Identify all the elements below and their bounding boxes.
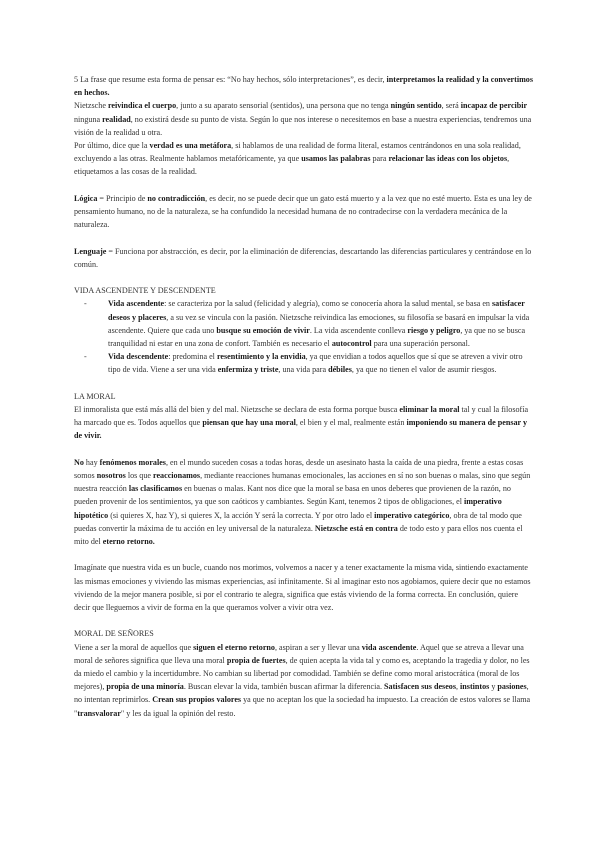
- text-run: . Aquel que se atreva a llevar una moral de señores significa que lleva una moral: [74, 642, 524, 665]
- bold-text: Lógica: [74, 193, 98, 203]
- text-run: , una vida para: [278, 365, 329, 375]
- bold-text: usamos las palabras: [301, 154, 371, 164]
- text-run: , en el mundo suceden cosas a todas horas, desde un asesinato hasta la caída de una piedra, frente a estas cosas somos: [74, 457, 524, 481]
- bold-text: instintos: [460, 682, 490, 692]
- vida-list: [74, 297, 536, 376]
- text-run: en buenas o malas. Kant nos dice que la moral se basa en unos deberes que provienen de la razón, no pueden provenir de los sentimientos, ya que son caóticos y cambiantes. Según Kant, tenemos 2 tipos de obligaciones, el: [74, 484, 511, 507]
- text-run: , mediante reacciones humanas emocionales, las acciones en sí no son buenas o malas, sino que según nuestra reacción: [74, 471, 531, 494]
- bold-text: propia de fuertes: [226, 655, 286, 665]
- text-run: : se caracteriza por la salud (felicidad y alegría), como se conocería ahora la salud mental, se basa en: [164, 299, 493, 309]
- bold-text: imperativo hipotético: [74, 497, 502, 520]
- text-run: para: [370, 154, 389, 164]
- bold-text: nosotros: [96, 471, 126, 481]
- bold-text: Lenguaje: [74, 246, 107, 256]
- bold-text: realidad: [102, 114, 131, 124]
- text-run: , ya que envidian a todos aquellos que sí que se atreven a vivir otro tipo de vida. Viene a ser una vida: [108, 352, 523, 375]
- bold-text: autocontrol: [331, 339, 372, 349]
- text-run: hay: [83, 457, 100, 467]
- bold-text: no contradicción: [147, 193, 206, 203]
- text-run: y: [489, 682, 498, 692]
- document-page: [74, 73, 536, 720]
- bold-text: verdad es una metáfora: [149, 141, 232, 151]
- section-heading-moral: LA MORAL: [74, 391, 116, 401]
- text-run: , el bien y el mal, realmente están: [295, 418, 407, 428]
- bold-text: resentimiento y la envidia: [216, 352, 306, 362]
- bold-text: pasiones: [497, 682, 527, 692]
- text-run: , no existirá desde su punto de vista. Según lo que nos interese o necesitemos en base a nuestra experiencias, tendremos una visión de la realidad u otra.: [74, 114, 532, 137]
- text-run: , ya que no tienen el valor de asumir riesgos.: [351, 365, 497, 375]
- text-run: ninguna: [74, 114, 103, 124]
- paragraph-body: [74, 99, 536, 139]
- bold-text: ningún sentido: [390, 101, 442, 111]
- text-run: , no intentan reprimirlos.: [74, 682, 529, 705]
- text-run: Imagínate que nuestra vida es un bucle, cuando nos morimos, volvemos a nacer y a tener exactamente la misma vida, sintiendo exactamente las mismas emociones y viviendo las mismas experiencias, así infinitamente. Si al imaginar esto nos agobiamos, quiere decir que no estamos viviendo de la mejor manera posible, si por el contrario te alegra, significa que estás viviendo de la forma correcta. En conclusión, quiere decir que lleguemos a vivir de forma en la que queramos volver a vivir otra vez.: [74, 563, 531, 613]
- bold-text: transvalorar: [77, 708, 121, 718]
- text-run: , de quien acepta la vida tal y como es, aceptando la tragedia y dolor, no les da miedo el cambio y la incertidumbre. No cambian su libertad por comodidad. También se define como moral aristocrática (moral de los mejores),: [74, 655, 530, 692]
- list-item-vida-ascendente: [108, 297, 536, 350]
- text-run: 5 La frase que resume esta forma de pensar es: “No hay hechos, sólo interpretaciones”, es decir,: [74, 75, 387, 84]
- text-run: Por último, dice que la: [74, 141, 150, 151]
- bold-text: Crean sus propios valores: [152, 695, 242, 705]
- text-run: , será: [441, 101, 461, 111]
- text-run: . La vida ascendente conlleva: [309, 325, 408, 335]
- bold-text: imperativo categórico: [374, 510, 450, 520]
- bold-text: débiles: [328, 365, 352, 375]
- bold-text: incapaz de percibir: [460, 101, 528, 111]
- text-run: Nietzsche: [74, 101, 108, 111]
- text-run: = Funciona por abstracción, es decir, por la eliminación de diferencias, descartando las diferencias particulares y centrándose en lo común.: [74, 246, 532, 269]
- bold-text: interpretamos la realidad y la convertimos en hechos.: [74, 75, 534, 98]
- bold-text: piensan que hay una moral: [202, 418, 296, 428]
- section-heading-vida: VIDA ASCENDENTE Y DESCENDENTE: [74, 286, 216, 296]
- bold-text: las clasificamos: [128, 484, 183, 494]
- list-item-vida-descendente: [108, 350, 536, 376]
- bold-text: siguen el eterno retorno: [193, 642, 275, 652]
- text-run: , junto a su aparato sensorial (sentidos), una persona que no tenga: [176, 101, 391, 111]
- bold-text: No: [74, 457, 84, 467]
- text-run: , si hablamos de una realidad de forma literal, estamos centrándonos en una sola realidad, excluyendo a las otras. Realmente hablamos metafóricamente, ya que: [74, 141, 521, 164]
- text-run: . Buscan elevar la vida, también buscan afirmar la diferencia.: [183, 682, 385, 692]
- section-heading-moral-senores: MORAL DE SEÑORES: [74, 629, 154, 639]
- bold-text: Vida descendente: [108, 352, 169, 362]
- paragraph-fenomenos-morales: [74, 456, 536, 548]
- bold-text: relacionar las ideas con los objetos: [388, 154, 508, 164]
- bold-text: imponiendo su manera de pensar y de vivir.: [74, 418, 528, 441]
- text-run: , es decir, no se puede decir que un gato está muerto y a la vez que no esté muerto. Esta es una ley de pensamiento humano, no de la naturaleza, se ha confundido la necesidad humana de no contradecirse con la verdadera mecánica de la naturaleza.: [74, 193, 532, 230]
- bold-text: eterno retorno.: [102, 537, 155, 547]
- text-run: ya que no aceptan los que la sociedad ha impuesto. La creación de estos valores se llama ": [74, 695, 531, 718]
- paragraph-truth-metaphor: [74, 139, 536, 179]
- text-run: Viene a ser la moral de aquellos que: [74, 642, 194, 652]
- text-run: , a su vez se vincula con la pasión. Nietzsche reivindica las emociones, su filosofía se basará en impulsar la vida ascendente. Quiere que cada uno: [108, 312, 530, 335]
- text-run: , ya que no se busca tranquilidad ni estar en una zona de confort. También es necesario el: [108, 325, 526, 349]
- text-run: para una superación personal.: [371, 339, 470, 349]
- bold-text: riesgo y peligro: [407, 325, 461, 335]
- text-run: de todo esto y para ellos nos cuenta el mito del: [74, 523, 523, 547]
- bold-text: fenómenos morales: [99, 457, 166, 467]
- paragraph-interpretations: [74, 73, 536, 99]
- paragraph-moral-senores: [74, 641, 536, 720]
- text-run: : predomina el: [168, 352, 217, 362]
- paragraph-eterno-retorno: [74, 561, 536, 614]
- paragraph-inmoralista: [74, 403, 536, 443]
- text-run: , aspiran a ser y llevar una: [274, 642, 362, 652]
- bold-text: eliminar la moral: [399, 405, 460, 415]
- text-run: El inmoralista que está más allá del bien y del mal. Nietzsche se declara de esta forma porque busca: [74, 405, 400, 415]
- bold-text: satisfacer deseos y placeres: [108, 299, 525, 322]
- paragraph-language: [74, 245, 536, 271]
- text-run: ,: [456, 682, 461, 692]
- text-run: , etiquetamos a las cosas de la realidad.: [74, 154, 510, 177]
- bold-text: reaccionamos: [153, 471, 201, 481]
- bold-text: Nietzsche está en contra: [314, 523, 398, 533]
- bold-text: Vida ascendente: [108, 299, 165, 309]
- text-run: = Principio de: [97, 193, 148, 203]
- bold-text: busque su emoción de vivir: [216, 325, 310, 335]
- bold-text: vida ascendente: [361, 642, 417, 652]
- text-run: tal y cual la filosofía ha marcado que es. Todos aquellos que: [74, 405, 529, 428]
- bold-text: propia de una minoría: [106, 682, 184, 692]
- text-run: , obra de tal modo que puedas convertir la máxima de tu acción en ley universal de la naturaleza.: [74, 510, 522, 533]
- text-run: (si quieres X, haz Y), si quieres X, la acción Y será la correcta. Y por otro lado el: [108, 510, 375, 520]
- paragraph-logic: [74, 192, 536, 232]
- bold-text: reivindica el cuerpo: [107, 101, 177, 111]
- text-run: " y les da igual la opinión del resto.: [120, 708, 236, 718]
- text-run: los que: [125, 471, 154, 481]
- bold-text: Satisfacen sus deseos: [384, 682, 456, 692]
- bold-text: enfermiza y triste: [217, 365, 279, 375]
